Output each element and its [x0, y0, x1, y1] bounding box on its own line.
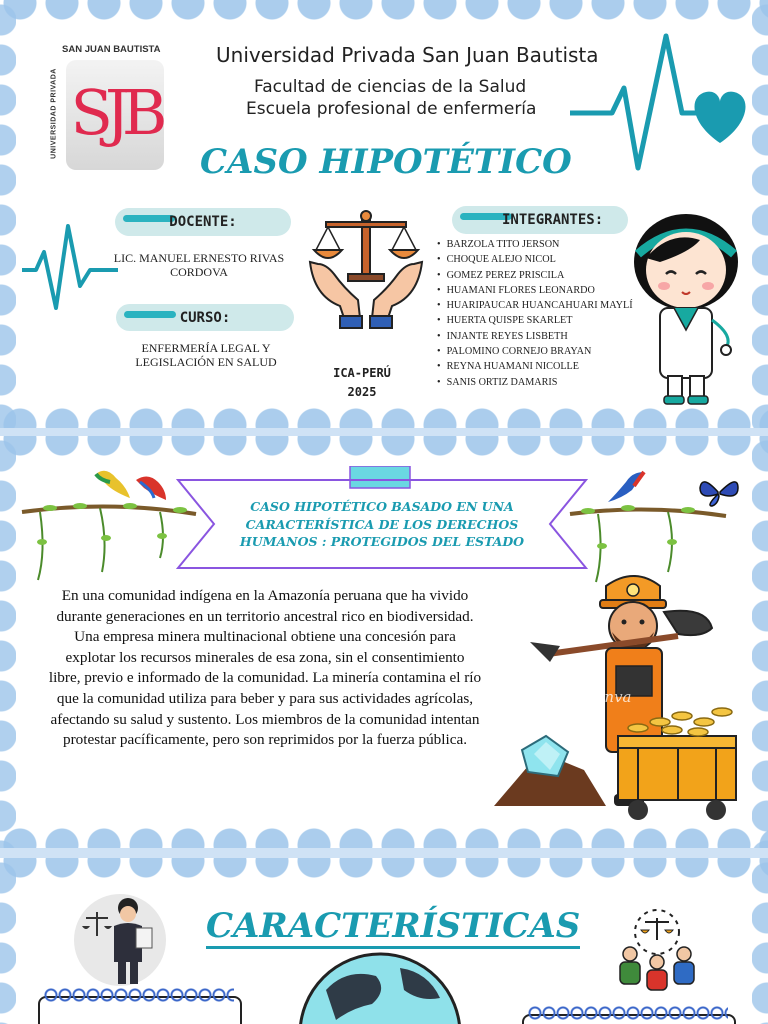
- logo-monogram: SJB: [70, 76, 160, 149]
- lawyer-illustration: [72, 892, 168, 988]
- list-item: • HUARIPAUCAR HUANCAHUARI MAYLÍ: [437, 298, 637, 313]
- integrantes-label: INTEGRANTES:: [502, 212, 604, 228]
- community-justice-icon: [612, 908, 702, 992]
- list-item: • SANIS ORTIZ DAMARIS: [437, 375, 637, 390]
- university-name: Universidad Privada San Juan Bautista: [216, 43, 599, 67]
- case-panel: [0, 436, 768, 848]
- logo-top-text: SAN JUAN BAUTISTA: [62, 44, 161, 55]
- heartbeat-icon: [22, 222, 118, 312]
- parrot-icon: [92, 464, 170, 504]
- list-item: • REYNA HUAMANI NICOLLE: [437, 359, 637, 374]
- list-item: • HUERTA QUISPE SKARLET: [437, 313, 637, 328]
- list-item: • PALOMINO CORNEJO BRAYAN: [437, 344, 637, 359]
- curso-label-pill: [116, 304, 294, 331]
- docente-label: DOCENTE:: [169, 214, 237, 230]
- logo-side-text: UNIVERSIDAD PRIVADA: [50, 68, 58, 159]
- university-logo: [46, 40, 168, 174]
- integrantes-label-pill: [452, 206, 628, 234]
- heartbeat-icon: [570, 28, 750, 178]
- page-title: CASO HIPOTÉTICO: [200, 142, 572, 182]
- year-label: 2025: [347, 385, 377, 399]
- case-banner-text: CASO HIPOTÉTICO BASADO EN UNA CARACTERÍSTICA DE LOS DERECHOS HUMANOS : PROTEGIDOS DEL ESTADO: [239, 499, 525, 549]
- butterfly-icon: [698, 474, 740, 508]
- members-list: [437, 237, 637, 390]
- cover-panel: [0, 0, 768, 428]
- canva-watermark: Canva: [584, 688, 632, 706]
- curso-name: ENFERMERÍA LEGAL Y LEGISLACIÓN EN SALUD: [135, 341, 277, 369]
- curso-label: CURSO:: [179, 310, 231, 326]
- list-item: • INJANTE REYES LISBETH: [437, 329, 637, 344]
- docente-label-pill: [115, 208, 291, 236]
- globe-icon: [296, 950, 464, 1024]
- scales-justice-icon: [304, 208, 428, 332]
- parrot-icon: [604, 468, 646, 506]
- docente-name: LIC. MANUEL ERNESTO RIVAS CORDOVA: [113, 251, 285, 279]
- title-underline: [206, 946, 580, 949]
- case-paragraph: En una comunidad indígena en la Amazonía peruana que ha vivido durante generaciones en un territorio ancestral rico en biodiversidad. Una empresa minera multinacional obtiene una concesión para explotar los recursos minerales de esa zona, sin el consentimiento libre, previo e informado de la comunidad. La minería contamina el río que la comunidad utiliza para beber y para sus actividades agrícolas, afectando su salud y sustento. Los miembros de la comunidad intentan protestar pacíficamente, pero son reprimidos por la fuerza pública.: [48, 587, 482, 749]
- list-item: • HUAMANI FLORES LEONARDO: [437, 283, 637, 298]
- school-name: Escuela profesional de enfermería: [246, 99, 537, 119]
- section-title: CARACTERÍSTICAS: [206, 906, 581, 946]
- list-item: • BARZOLA TITO JERSON: [437, 237, 637, 252]
- faculty-name: Facultad de ciencias de la Salud: [254, 77, 527, 97]
- list-item: • GOMEZ PEREZ PRISCILA: [437, 268, 637, 283]
- nurse-illustration: [630, 210, 742, 406]
- characteristics-panel: [0, 858, 768, 1024]
- city-label: ICA-PERÚ: [333, 366, 391, 380]
- list-item: • CHOQUE ALEJO NICOL: [437, 252, 637, 267]
